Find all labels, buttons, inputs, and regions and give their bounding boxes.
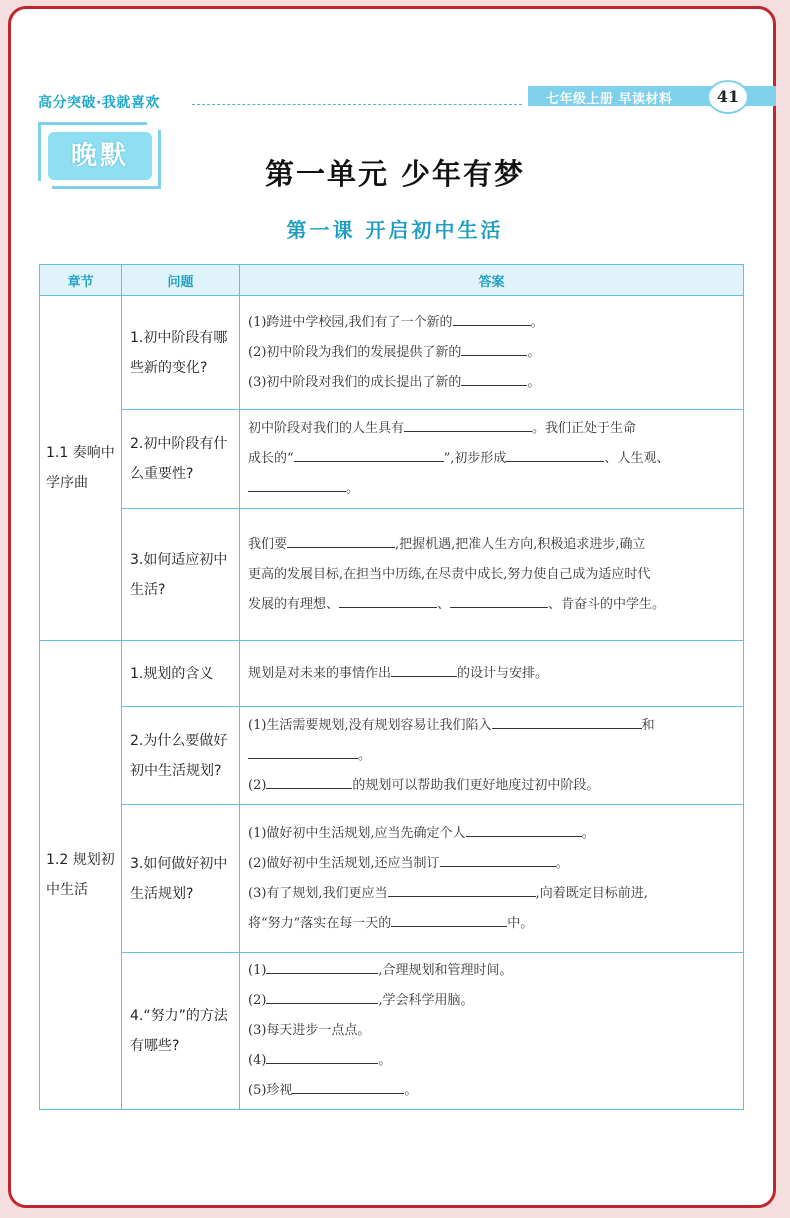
table-row [40,707,744,805]
answer-cell [240,953,744,1110]
answer-text: (1)做好初中生活规划,应当先确定个人 [248,825,466,841]
answer-text: (1)跨进中学校园,我们有了一个新的 [248,314,453,330]
fill-in-blank [388,882,536,897]
answer-text: 初中阶段对我们的人生具有 [248,421,405,436]
fill-in-blank [266,1049,378,1064]
fill-in-blank [292,1079,404,1094]
question-cell: 2.初中阶段有什么重要性? [122,410,240,509]
fill-in-blank [266,774,352,789]
answer-text: 成长的“ [248,451,294,466]
answer-text: (2) [248,993,267,1008]
answer-cell [240,509,744,641]
answer-line [248,530,735,560]
fill-in-blank [266,959,378,974]
answer-text: (5)珍视 [248,1083,293,1098]
section-title: 1.1 奏响中学序曲 [40,296,122,641]
page-number: 41 [707,80,749,114]
table-row [40,641,744,707]
answer-text: 我们要 [248,536,288,552]
answer-line [248,590,735,620]
table-row [40,410,744,509]
fill-in-blank [466,822,582,837]
answer-text: 。 [581,825,595,841]
answer-text: ”,初步形成 [443,451,507,466]
fill-in-blank [339,593,437,608]
section-badge: 晚默 [48,132,152,180]
question-cell: 3.如何适应初中生活? [122,509,240,641]
column-header: 章节 [40,265,122,296]
unit-title: 第一单元 少年有梦 [264,157,526,191]
table-header-row [40,265,744,296]
question-cell: 4.“努力”的方法有哪些? [122,953,240,1110]
answer-text: ,把握机遇,把准人生方向,积极追求进步,确立 [395,536,646,552]
series-slogan: 高分突破·我就喜欢 [38,95,160,111]
answer-text: (4) [248,1053,267,1068]
fill-in-blank [450,593,548,608]
answer-line [248,711,735,741]
answer-line [248,560,735,590]
answer-text: (2) [248,777,267,793]
answer-text: ,向着既定目标前进, [535,885,648,901]
answer-line [248,741,735,771]
question-cell: 1.初中阶段有哪些新的变化? [122,296,240,410]
fill-in-blank [440,852,556,867]
answer-text: 将“努力”落实在每一天的 [248,915,392,931]
answer-line [248,338,735,368]
fill-in-blank [461,371,527,386]
answer-cell [240,707,744,805]
answer-line [248,909,735,939]
column-header: 答案 [240,265,744,296]
fill-in-blank [453,311,531,326]
answer-line [248,1046,735,1076]
answer-line [248,368,735,398]
answer-line [248,819,735,849]
answer-text: (3)每天进步一点点。 [248,1023,371,1038]
answer-text: (2)初中阶段为我们的发展提供了新的 [248,344,462,360]
answer-text: 发展的有理想、 [248,596,340,612]
answer-line [248,1076,735,1106]
question-cell: 1.规划的含义 [122,641,240,707]
answer-cell [240,641,744,707]
answer-text: 。 [530,314,544,330]
answer-cell [240,410,744,509]
answer-line [248,849,735,879]
question-cell: 3.如何做好初中生活规划? [122,805,240,953]
answer-text: 。 [378,1053,392,1068]
table-row [40,296,744,410]
answer-text: (1) [248,963,267,978]
answer-text: 规划是对未来的事情作出 [248,665,392,681]
answer-line [248,986,735,1016]
fill-in-blank [492,714,642,729]
section-title: 1.2 规划初中生活 [40,641,122,1110]
answer-text: 的规划可以帮助我们更好地度过初中阶段。 [352,777,600,793]
answer-line [248,1016,735,1046]
answer-text: 。 [555,855,569,871]
answer-text: 中。 [507,915,534,931]
fill-in-blank [404,417,532,432]
table-row [40,509,744,641]
answer-text: 更高的发展目标,在担当中历练,在尽责中成长,努力使自己成为适应时代 [248,566,651,582]
column-header: 问题 [122,265,240,296]
fill-in-blank [266,989,378,1004]
answer-line [248,414,735,444]
question-cell: 2.为什么要做好初中生活规划? [122,707,240,805]
answer-text: 。 [527,344,541,360]
answer-text: 。我们正处于生命 [532,421,637,436]
answer-text: 、人生观、 [604,451,670,466]
fill-in-blank [294,447,444,462]
fill-in-blank [506,447,604,462]
answer-text: 。 [346,481,360,496]
answer-line [248,474,735,504]
fill-in-blank [391,912,507,927]
answer-line [248,879,735,909]
answer-text: ,学会科学用脑。 [378,993,474,1008]
answer-line [248,659,735,689]
answer-text: 、 [437,596,451,612]
table-row [40,805,744,953]
answer-cell [240,805,744,953]
answer-text: 。 [527,374,541,390]
header-dashed-line [192,104,522,105]
answer-text: (3)有了规划,我们更应当 [248,885,388,901]
answer-text: (3)初中阶段对我们的成长提出了新的 [248,374,462,390]
answer-text: (1)生活需要规划,没有规划容易让我们陷入 [248,717,492,733]
answer-text: 的设计与安排。 [457,665,549,681]
answer-cell [240,296,744,410]
fill-in-blank [287,533,395,548]
answer-line [248,771,735,801]
answer-text: 和 [641,717,655,733]
fill-in-blank [391,662,457,677]
answer-line [248,444,735,474]
answer-text: 。 [358,747,372,763]
qa-table [39,264,744,1110]
answer-text: ,合理规划和管理时间。 [378,963,513,978]
table-row [40,953,744,1110]
fill-in-blank [248,744,358,759]
answer-text: 、肯奋斗的中学生。 [548,596,666,612]
fill-in-blank [248,477,346,492]
answer-text: 。 [404,1083,418,1098]
answer-text: (2)做好初中生活规划,还应当制订 [248,855,440,871]
fill-in-blank [461,341,527,356]
answer-line [248,308,735,338]
lesson-title: 第一课 开启初中生活 [286,218,504,242]
book-info: 七年级上册 早读材料 [546,92,673,107]
answer-line [248,956,735,986]
